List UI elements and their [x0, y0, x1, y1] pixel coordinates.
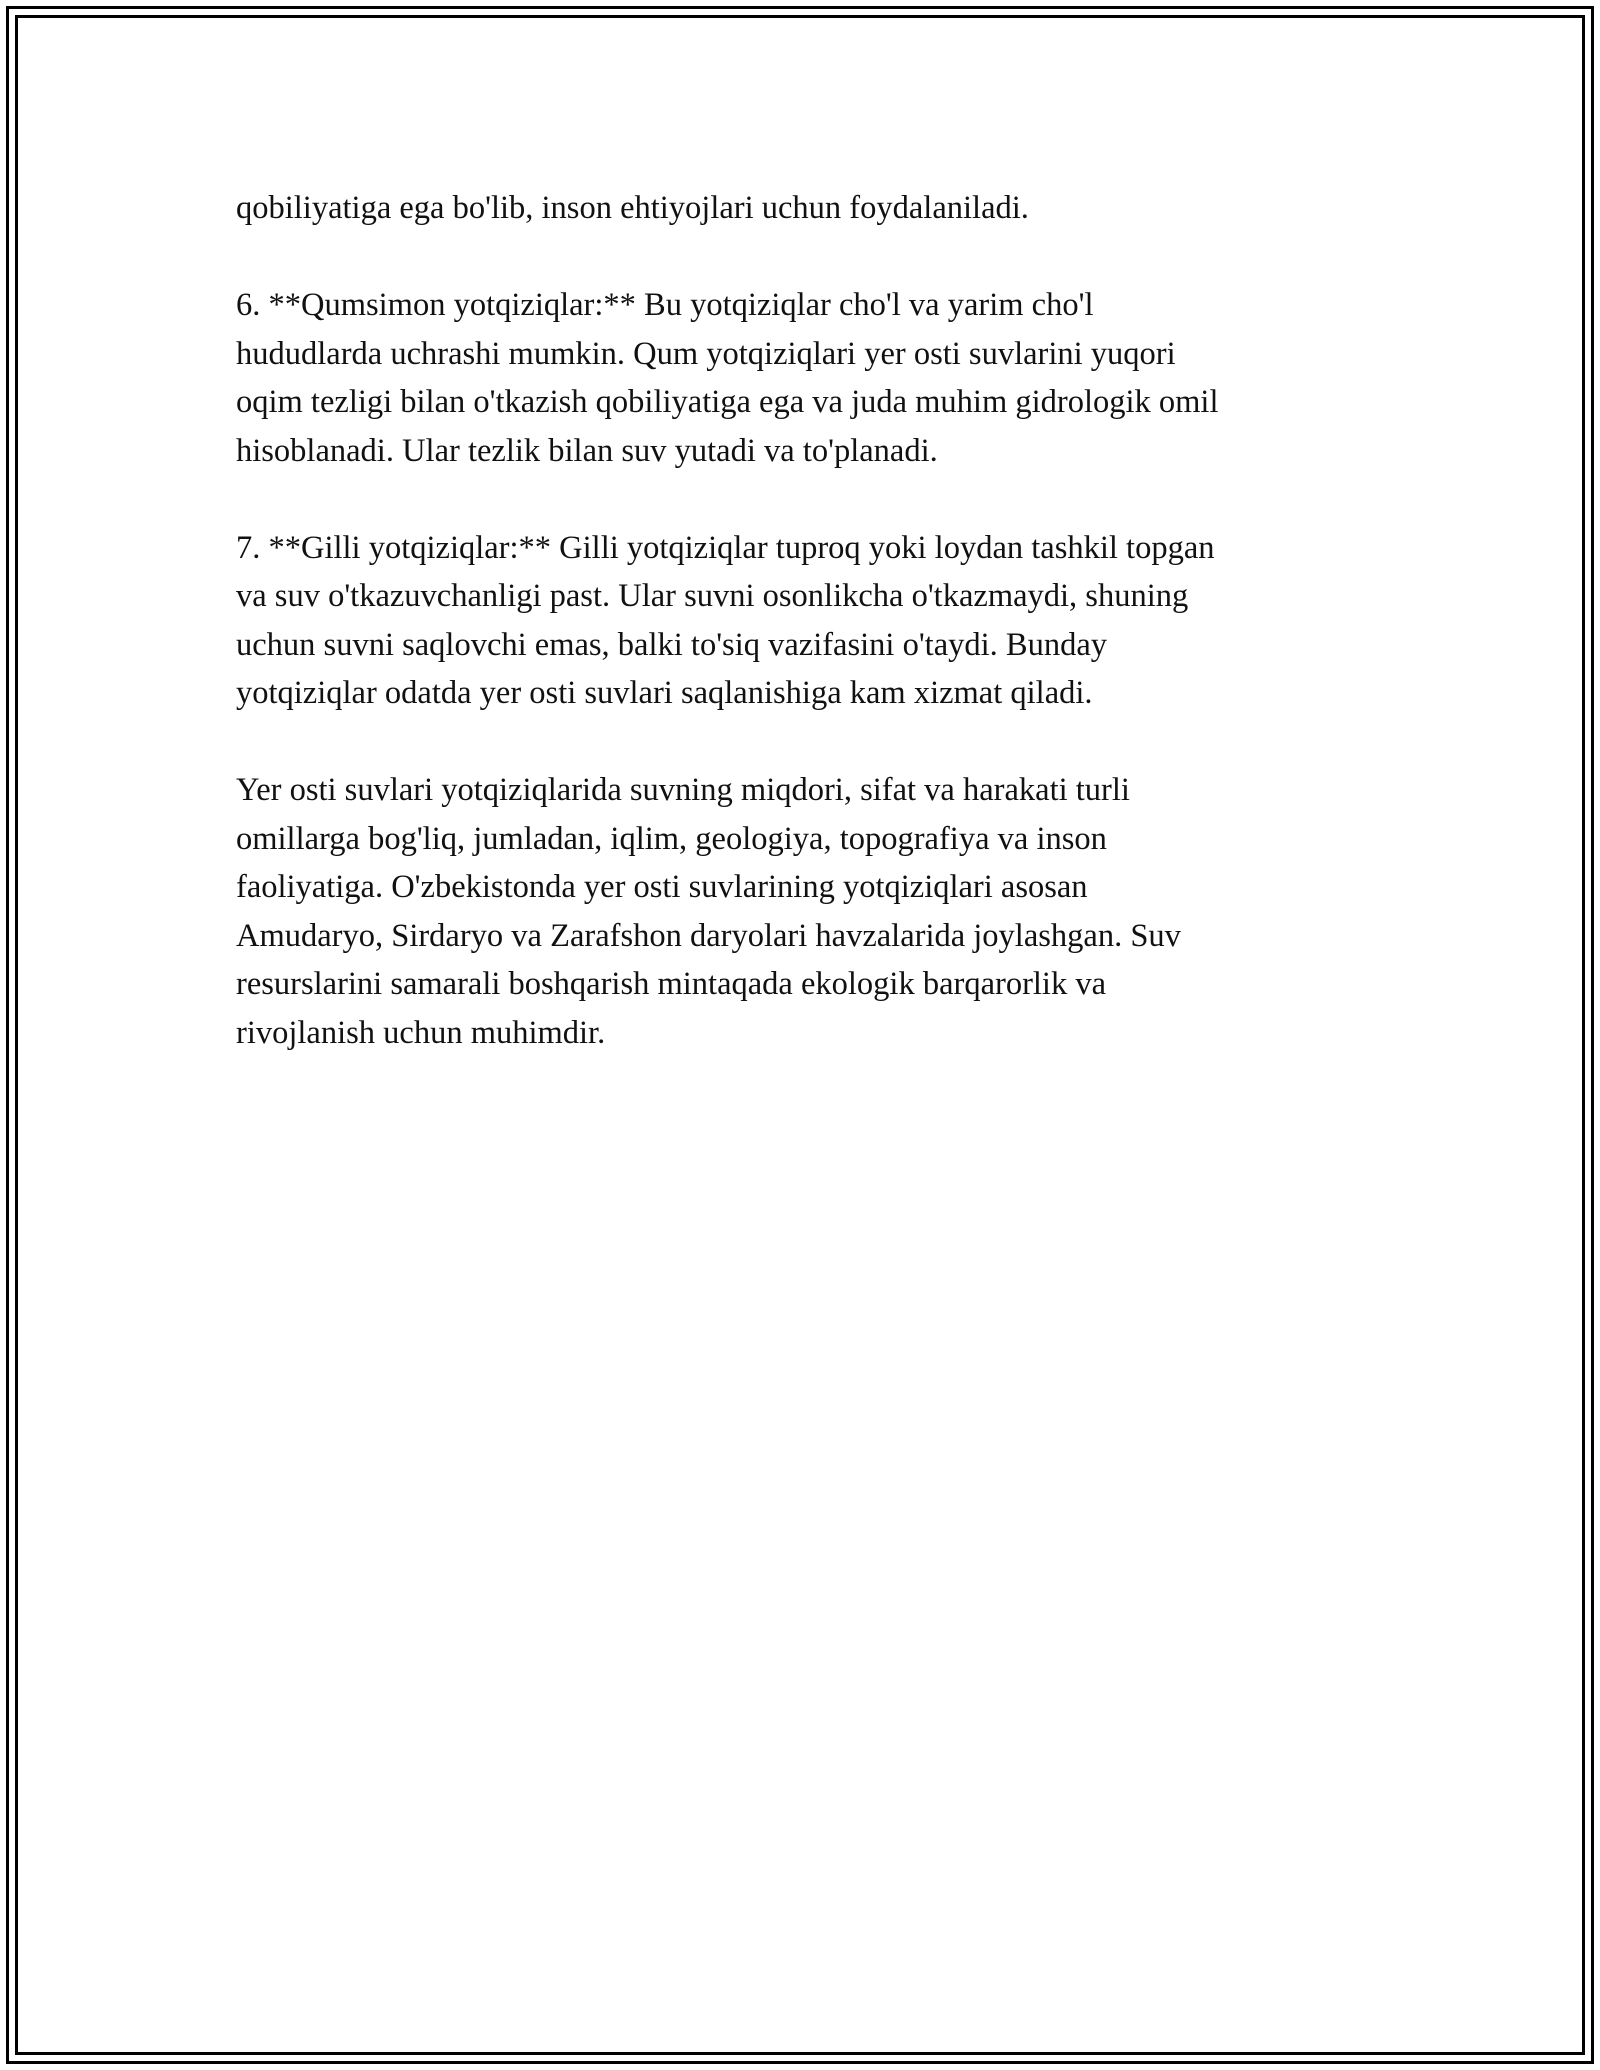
text-line: resurslarini samarali boshqarish mintaqada ekologik barqarorlik va	[236, 966, 1107, 1002]
text-line: 7. **Gilli yotqiziqlar:** Gilli yotqiziqlar tuproq yoki loydan tashkil topgan	[236, 529, 1215, 566]
text-line: yotqiziqlar odatda yer osti suvlari saqlanishiga kam xizmat qiladi.	[236, 675, 1093, 711]
text-line: faoliyatiga. O'zbekistonda yer osti suvlarining yotqiziqlari asosan	[236, 869, 1088, 905]
text-line: Amudaryo, Sirdaryo va Zarafshon daryolari havzalarida joylashgan. Suv	[236, 917, 1181, 954]
text-line: omillarga bog'liq, jumladan, iqlim, geologiya, topografiya va inson	[236, 820, 1107, 857]
text-line: hududlarda uchrashi mumkin. Qum yotqiziqlari yer osti suvlarini yuqori	[236, 335, 1176, 372]
text-line: va suv o'tkazuvchanligi past. Ular suvni osonlikcha o'tkazmaydi, shuning	[236, 578, 1189, 614]
document-body	[236, 184, 1366, 1106]
text-line: rivojlanish uchun muhimdir.	[236, 1014, 606, 1051]
paragraph-conclusion	[236, 766, 1366, 1057]
paragraph-clay-deposits	[236, 524, 1366, 718]
text-line: 6. **Qumsimon yotqiziqlar:** Bu yotqiziqlar cho'l va yarim cho'l	[236, 287, 1094, 323]
paragraph-continuation	[236, 184, 1366, 233]
text-line: hisoblanadi. Ular tezlik bilan suv yutadi va to'planadi.	[236, 432, 938, 469]
text-line: oqim tezligi bilan o'tkazish qobiliyatiga ega va juda muhim gidrologik omil	[236, 384, 1219, 420]
text-line: qobiliyatiga ega bo'lib, inson ehtiyojlari uchun foydalaniladi.	[236, 190, 1029, 226]
text-line: uchun suvni saqlovchi emas, balki to'siq vazifasini o'taydi. Bunday	[236, 626, 1108, 663]
text-line: Yer osti suvlari yotqiziqlarida suvning miqdori, sifat va harakati turli	[236, 772, 1130, 808]
paragraph-sandy-deposits	[236, 281, 1366, 475]
